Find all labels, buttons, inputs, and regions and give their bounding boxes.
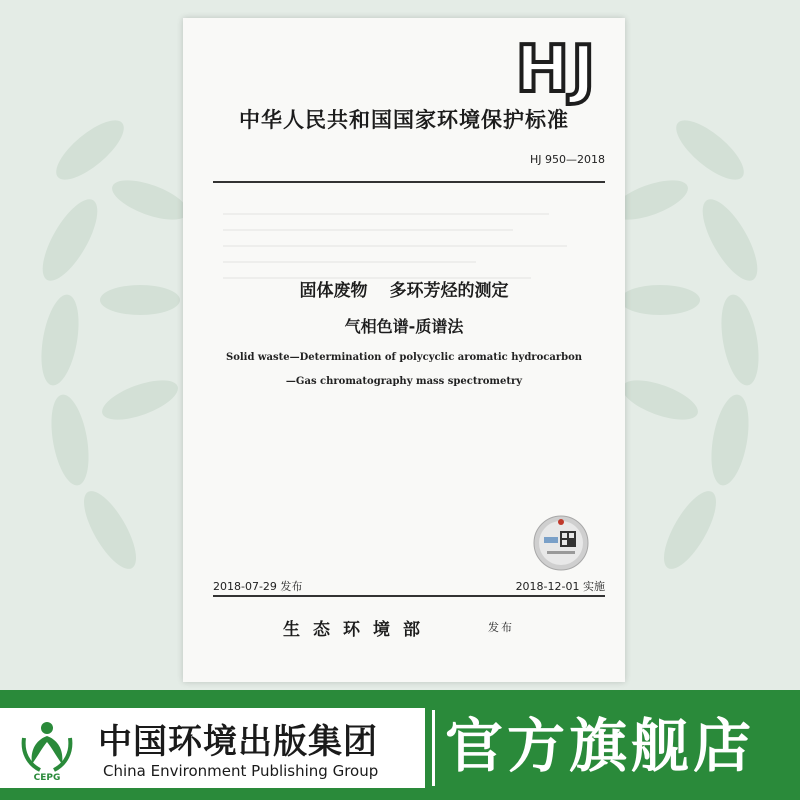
brand-divider: [432, 710, 435, 786]
standard-code: HJ 950—2018: [529, 153, 605, 166]
publisher-brand-name-en: China Environment Publishing Group: [103, 762, 379, 780]
issue-date: 2018-07-29 发布: [213, 580, 303, 593]
standard-series-title: 中华人民共和国国家环境保护标准: [239, 108, 569, 132]
implementation-date: 2018-12-01 实施: [515, 580, 605, 593]
anti-counterfeit-seal-icon: [533, 515, 589, 571]
official-store-label: 官方旗舰店: [445, 712, 756, 780]
publisher-brand-name-zh: 中国环境出版集团: [98, 722, 378, 762]
cepg-logo-icon: [18, 718, 76, 782]
publisher-suffix: 发布: [488, 621, 514, 634]
standard-document-cover: [183, 18, 625, 682]
top-divider: [213, 181, 605, 183]
title-zh-part1: 固体废物: [299, 281, 368, 301]
title-zh: [183, 276, 625, 301]
subtitle-en: —Gas chromatography mass spectrometry: [285, 376, 523, 387]
logo-abbreviation: CEPG: [33, 773, 61, 782]
title-zh-part2: 多环芳烃的测定: [389, 281, 509, 301]
title-en: Solid waste—Determination of polycyclic aromatic hydrocarbon: [225, 352, 583, 363]
hj-logo: HJ: [515, 33, 597, 107]
subtitle-zh: 气相色谱-质谱法: [344, 317, 464, 336]
publisher-name: 生态环境部: [283, 620, 433, 640]
bottom-divider: [213, 595, 605, 597]
